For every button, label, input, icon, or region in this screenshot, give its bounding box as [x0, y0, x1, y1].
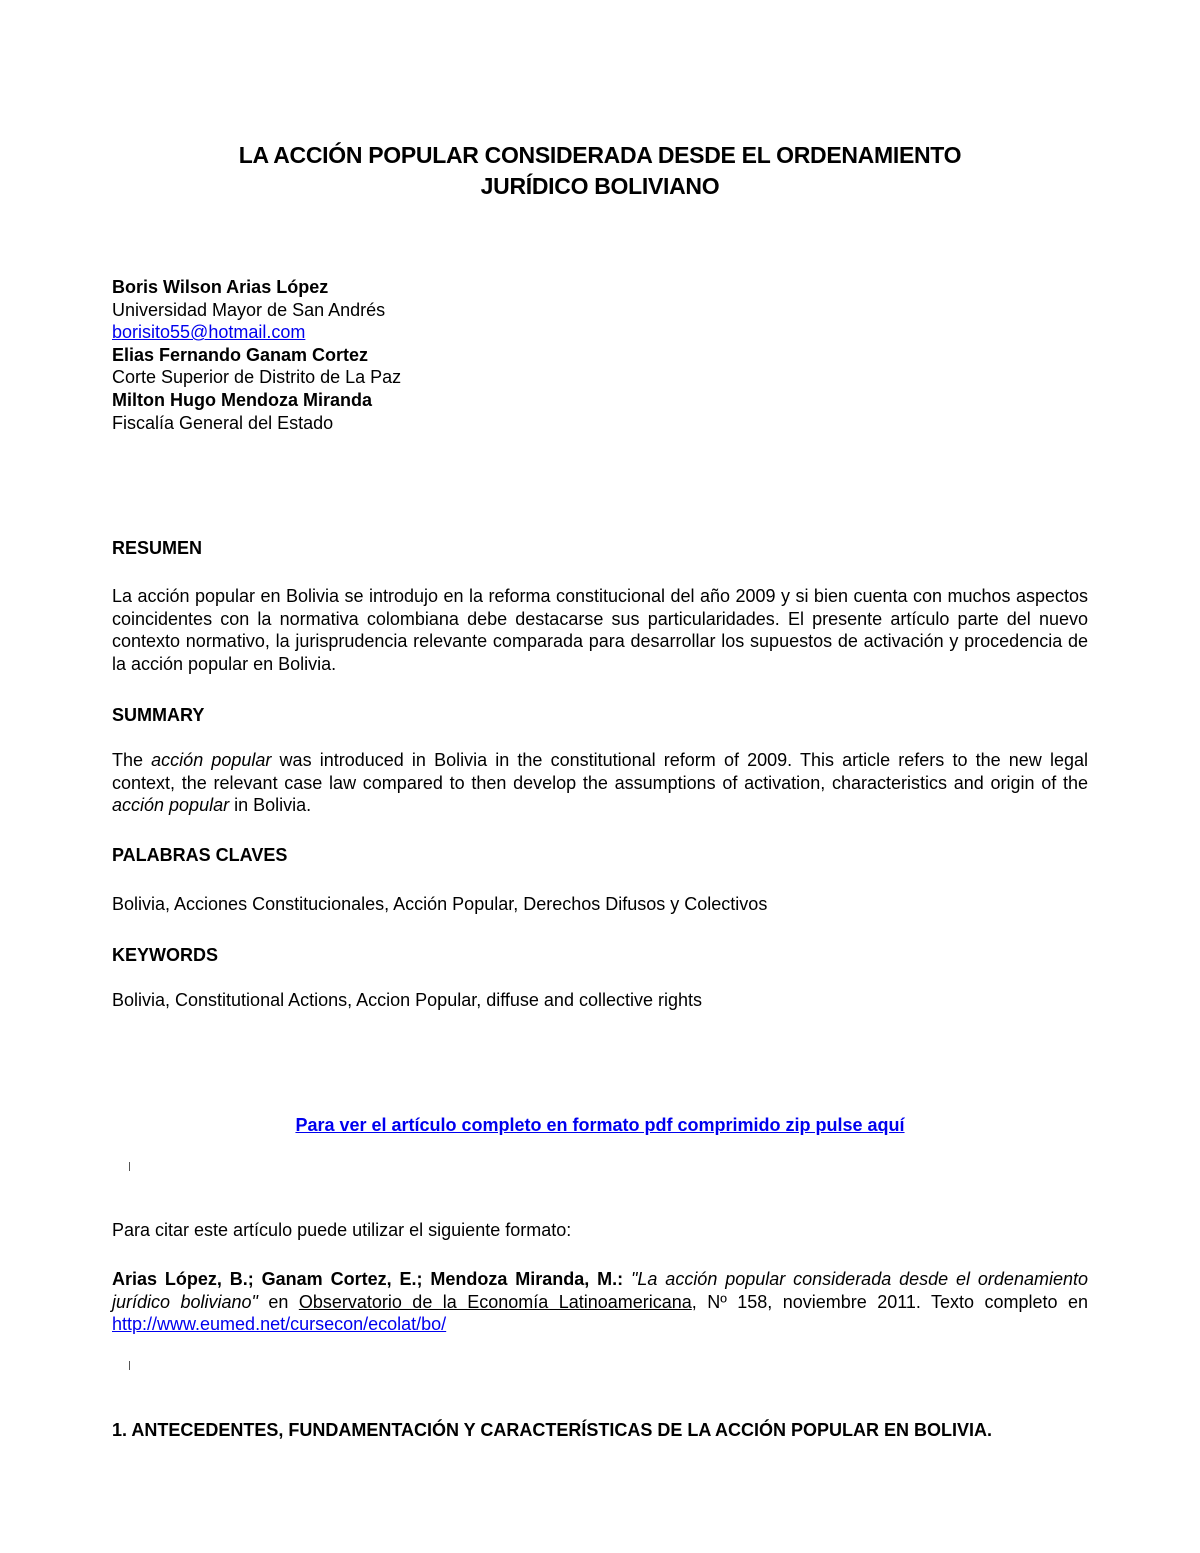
text-marker-icon [129, 1361, 130, 1370]
summary-text [112, 749, 1088, 817]
citation-authors: Arias López, B.; Ganam Cortez, E.; Mendoza Miranda, M.: [112, 1269, 624, 1289]
summary-text-part: in Bolivia. [229, 795, 312, 816]
citation-intro: Para citar este artículo puede utilizar el siguiente formato: [112, 1220, 572, 1240]
citation-url-link[interactable]: http://www.eumed.net/cursecon/ecolat/bo/ [112, 1314, 447, 1335]
author-email-link[interactable]: borisito55@hotmail.com [112, 322, 306, 343]
summary-italic-term: acción popular [151, 750, 272, 770]
summary-italic-term: acción popular [112, 795, 230, 816]
author-affiliation: Fiscalía General del Estado [112, 412, 334, 433]
summary-text-part: was introduced in Bolivia in the constitutional reform of 2009. This article refers to the new legal context, the relevant case law compared to then develop the assumptions of activation, characteristics and origin of the [112, 750, 1088, 793]
summary-text-part: The [112, 750, 152, 770]
title-line-2: JURÍDICO BOLIVIANO [480, 173, 720, 199]
authors-block [112, 276, 1088, 434]
title-line-1: LA ACCIÓN POPULAR CONSIDERADA DESDE EL ORDENAMIENTO [238, 142, 962, 168]
resumen-heading: RESUMEN [112, 538, 203, 558]
author-affiliation: Universidad Mayor de San Andrés [112, 299, 386, 320]
palabras-claves-heading: PALABRAS CLAVES [112, 845, 288, 865]
citation-title: "La acción popular considerada desde el ordenamiento jurídico boliviano" [112, 1269, 1088, 1312]
author-affiliation: Corte Superior de Distrito de La Paz [112, 367, 402, 388]
section-1-heading: 1. ANTECEDENTES, FUNDAMENTACIÓN Y CARACTERÍSTICAS DE LA ACCIÓN POPULAR EN BOLIVIA. [112, 1420, 993, 1440]
keywords-text: Bolivia, Constitutional Actions, Accion Popular, diffuse and collective rights [112, 990, 703, 1010]
author-name: Elias Fernando Ganam Cortez [112, 344, 369, 365]
citation-text-part: en [257, 1291, 299, 1312]
keywords-heading: KEYWORDS [112, 945, 219, 965]
resumen-text: La acción popular en Bolivia se introdujo en la reforma constitucional del año 2009 y si bien cuenta con muchos aspectos coincidentes con la normativa colombiana debe destacarse sus particularidades. El presente artículo parte del nuevo contexto normativo, la jurisprudencia relevante comparada para desarrollar los supuestos de activación y procedencia de la acción popular en Bolivia. [112, 586, 1088, 674]
citation-journal: Observatorio de la Economía Latinoamericana [298, 1291, 692, 1312]
citation-text-part: , Nº 158, noviembre 2011. Texto completo en [691, 1291, 1088, 1312]
palabras-claves-text: Bolivia, Acciones Constitucionales, Acción Popular, Derechos Difusos y Colectivos [112, 894, 768, 914]
download-link-container [112, 1114, 1088, 1136]
citation-reference [112, 1268, 1088, 1336]
summary-heading: SUMMARY [112, 705, 205, 725]
document-title [112, 140, 1088, 202]
author-name: Milton Hugo Mendoza Miranda [112, 389, 372, 410]
download-pdf-link[interactable]: Para ver el artículo completo en formato pdf comprimido zip pulse aquí [295, 1115, 905, 1135]
author-name: Boris Wilson Arias López [112, 277, 329, 297]
text-marker-icon [129, 1162, 130, 1171]
